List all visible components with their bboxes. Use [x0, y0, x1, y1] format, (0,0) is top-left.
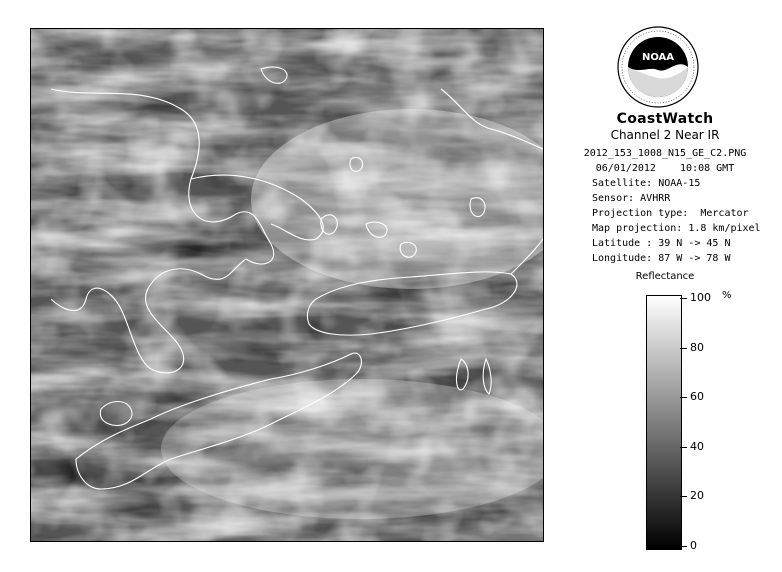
datetime-text: 06/01/2012 10:08 GMT — [595, 163, 735, 174]
colorbar-tick-label: 20 — [690, 489, 704, 503]
channel-subtitle: Channel 2 Near IR — [610, 128, 720, 142]
colorbar-tick-mark — [680, 298, 687, 299]
projection-type-text: Projection type: Mercator — [592, 208, 749, 219]
colorbar-tick-mark — [680, 348, 687, 349]
page-title: CoastWatch — [616, 111, 714, 127]
colorbar-label: Reflectance — [635, 271, 695, 282]
satellite-near-ir-image — [31, 29, 543, 541]
sensor-text: Sensor: AVHRR — [592, 193, 671, 204]
latitude-text: Latitude : 39 N -> 45 N — [592, 238, 731, 249]
colorbar-tick-label: 40 — [690, 439, 704, 453]
filename-text: 2012_153_1008_N15_GE_C2.PNG — [583, 148, 747, 159]
colorbar-tick-mark — [680, 447, 687, 448]
map-projection-text: Map projection: 1.8 km/pixel — [592, 223, 761, 234]
satellite-image-panel — [30, 28, 544, 542]
colorbar-unit: % — [722, 290, 732, 301]
colorbar-tick-label: 60 — [690, 390, 704, 404]
colorbar-tick-mark — [680, 496, 687, 497]
colorbar-tick-label: 100 — [690, 291, 711, 304]
colorbar-tick-mark — [680, 546, 687, 547]
longitude-text: Longitude: 87 W -> 78 W — [592, 253, 731, 264]
colorbar-tick-label: 0 — [690, 539, 697, 552]
noaa-logo — [617, 26, 699, 108]
noaa-logo-text: NOAA — [641, 52, 675, 63]
image-info-panel — [568, 146, 762, 266]
colorbar-tick-mark — [680, 397, 687, 398]
satellite-text: Satellite: NOAA-15 — [592, 178, 701, 189]
reflectance-colorbar — [646, 295, 682, 550]
colorbar-tick-label: 80 — [690, 340, 704, 354]
